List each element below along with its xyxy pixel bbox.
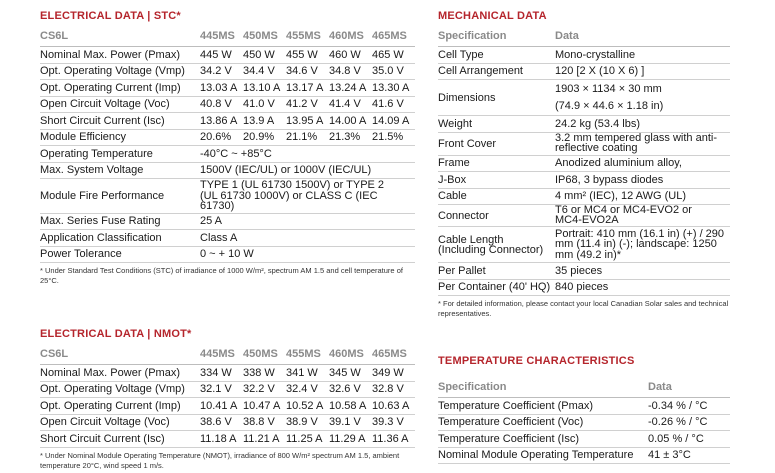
table-row <box>438 205 730 227</box>
cell-value: 25 A <box>200 213 415 230</box>
cell-value: -0.26 % / °C <box>648 414 730 431</box>
row-label: Nominal Max. Power (Pmax) <box>40 47 200 64</box>
stc-header-col: 450MS <box>243 29 286 47</box>
table-row <box>40 129 415 146</box>
row-label: Opt. Operating Current (Imp) <box>40 80 200 97</box>
temperature-section <box>438 354 730 464</box>
nmot-header-row <box>40 347 415 365</box>
table-row <box>438 263 730 280</box>
cell-value: 32.1 V <box>200 381 243 398</box>
table-row <box>438 80 730 116</box>
stc-header-col: 460MS <box>329 29 372 47</box>
table-row <box>438 398 730 415</box>
row-label: Cable Length (Including Connector) <box>438 227 555 263</box>
table-row <box>40 230 415 247</box>
row-label: Temperature Coefficient (Isc) <box>438 431 648 448</box>
row-label: Max. System Voltage <box>40 162 200 179</box>
nmot-header-model: CS6L <box>40 347 200 365</box>
cell-value: 41.6 V <box>372 96 415 113</box>
cell-value: 345 W <box>329 365 372 382</box>
row-label: Temperature Coefficient (Voc) <box>438 414 648 431</box>
cell-value: 840 pieces <box>555 279 730 296</box>
row-label: Cell Type <box>438 47 555 64</box>
mechanical-footnote: * For detailed information, please contact your local Canadian Solar sales and technical representatives. <box>438 299 729 318</box>
cell-value: 465 W <box>372 47 415 64</box>
cell-value: 13.10 A <box>243 80 286 97</box>
cell-value: 13.17 A <box>286 80 329 97</box>
temperature-title: TEMPERATURE CHARACTERISTICS <box>438 355 635 367</box>
cell-value: 34.6 V <box>286 63 329 80</box>
row-label: Module Fire Performance <box>40 179 200 214</box>
cell-value: 0 ~ + 10 W <box>200 246 415 263</box>
cell-value: 41.4 V <box>329 96 372 113</box>
cell-value: 14.00 A <box>329 113 372 130</box>
mechanical-section <box>438 9 730 319</box>
cell-value: IP68, 3 bypass diodes <box>555 172 730 189</box>
row-label: Power Tolerance <box>40 246 200 263</box>
temperature-table <box>438 380 730 464</box>
cell-value: 38.9 V <box>286 414 329 431</box>
row-label: Frame <box>438 155 555 172</box>
cell-value: 41 ± 3°C <box>648 447 730 464</box>
stc-header-model: CS6L <box>40 29 200 47</box>
cell-value: 13.9 A <box>243 113 286 130</box>
cell-value: 1500V (IEC/UL) or 1000V (IEC/UL) <box>200 162 415 179</box>
row-label: Nominal Max. Power (Pmax) <box>40 365 200 382</box>
stc-header-col: 445MS <box>200 29 243 47</box>
nmot-header-col: 465MS <box>372 347 415 365</box>
cell-value: 34.4 V <box>243 63 286 80</box>
nmot-footnote: * Under Nominal Module Operating Temperature (NMOT), irradiance of 800 W/m² spectrum AM 1.5, ambient temperature 20°C, wind speed 1 m/s. <box>40 450 400 470</box>
table-row <box>438 47 730 64</box>
cell-value: 11.21 A <box>243 431 286 448</box>
cell-value: 11.18 A <box>200 431 243 448</box>
row-label: Max. Series Fuse Rating <box>40 213 200 230</box>
cell-value: 21.1% <box>286 129 329 146</box>
cell-value: 39.3 V <box>372 414 415 431</box>
nmot-header-col: 460MS <box>329 347 372 365</box>
row-label: Short Circuit Current (Isc) <box>40 113 200 130</box>
cell-value: 24.2 kg (53.4 lbs) <box>555 116 730 133</box>
stc-header-row <box>40 29 415 47</box>
cell-value: 11.29 A <box>329 431 372 448</box>
cell-value: 445 W <box>200 47 243 64</box>
cell-value: Anodized aluminium alloy, <box>555 155 730 172</box>
table-row <box>438 414 730 431</box>
table-row <box>438 172 730 189</box>
row-label: Short Circuit Current (Isc) <box>40 431 200 448</box>
cell-value: 11.36 A <box>372 431 415 448</box>
cell-value: 334 W <box>200 365 243 382</box>
row-label: Front Cover <box>438 132 555 155</box>
table-row <box>40 80 415 97</box>
cell-value: 10.63 A <box>372 398 415 415</box>
cell-value: 35 pieces <box>555 263 730 280</box>
dimensions-metric: 1903 × 1134 × 30 mm <box>555 83 662 95</box>
cell-value: 10.58 A <box>329 398 372 415</box>
cell-value: 13.30 A <box>372 80 415 97</box>
cell-value: 13.24 A <box>329 80 372 97</box>
table-row <box>40 146 415 163</box>
cell-value: Mono-crystalline <box>555 47 730 64</box>
cell-value: -0.34 % / °C <box>648 398 730 415</box>
cell-value: 20.6% <box>200 129 243 146</box>
table-row <box>40 398 415 415</box>
cell-value: T6 or MC4 or MC4-EVO2 or MC4-EVO2A <box>555 205 730 227</box>
row-label: J-Box <box>438 172 555 189</box>
row-label: Weight <box>438 116 555 133</box>
cell-value: 40.8 V <box>200 96 243 113</box>
nmot-title: ELECTRICAL DATA | NMOT* <box>40 328 192 340</box>
temperature-header-spec: Specification <box>438 380 648 398</box>
table-row <box>40 179 415 214</box>
cell-value: 32.8 V <box>372 381 415 398</box>
cell-value: 21.3% <box>329 129 372 146</box>
cell-value: 13.95 A <box>286 113 329 130</box>
table-row <box>40 431 415 448</box>
table-row <box>438 447 730 464</box>
cell-value: 32.4 V <box>286 381 329 398</box>
cell-value: 450 W <box>243 47 286 64</box>
cell-value: 38.8 V <box>243 414 286 431</box>
table-row <box>40 162 415 179</box>
row-label: Operating Temperature <box>40 146 200 163</box>
cell-value: -40°C ~ +85°C <box>200 146 415 163</box>
cell-value: 4 mm² (IEC), 12 AWG (UL) <box>555 188 730 205</box>
mechanical-title: MECHANICAL DATA <box>438 10 547 22</box>
nmot-header-col: 450MS <box>243 347 286 365</box>
table-row <box>40 96 415 113</box>
dimensions-imperial: (74.9 × 44.6 × 1.18 in) <box>555 100 664 112</box>
row-label: Connector <box>438 205 555 227</box>
row-label: Module Efficiency <box>40 129 200 146</box>
cell-value: 10.41 A <box>200 398 243 415</box>
cell-value: 455 W <box>286 47 329 64</box>
stc-section <box>40 9 415 286</box>
mechanical-header-row <box>438 29 730 47</box>
cell-value: 349 W <box>372 365 415 382</box>
cell-value: 460 W <box>329 47 372 64</box>
table-row <box>40 47 415 64</box>
nmot-header-col: 455MS <box>286 347 329 365</box>
cell-value: 41.2 V <box>286 96 329 113</box>
table-row <box>438 227 730 263</box>
table-row <box>438 431 730 448</box>
cell-value: 32.6 V <box>329 381 372 398</box>
cell-value: 20.9% <box>243 129 286 146</box>
cell-value: 35.0 V <box>372 63 415 80</box>
row-label: Nominal Module Operating Temperature <box>438 447 648 464</box>
cell-value: Class A <box>200 230 415 247</box>
cell-value: 338 W <box>243 365 286 382</box>
row-label: Opt. Operating Voltage (Vmp) <box>40 63 200 80</box>
cell-value: 0.05 % / °C <box>648 431 730 448</box>
temperature-header-data: Data <box>648 380 730 398</box>
table-row <box>40 213 415 230</box>
cell-value: Portrait: 410 mm (16.1 in) (+) / 290 mm (11.4 in) (-); landscape: 1250 mm (49.2 in)* <box>555 227 730 263</box>
cell-value: 120 [2 X (10 X 6) ] <box>555 63 730 80</box>
stc-footnote: * Under Standard Test Conditions (STC) of irradiance of 1000 W/m², spectrum AM 1.5 and cell temperature of 25°C. <box>40 266 403 285</box>
row-label: Application Classification <box>40 230 200 247</box>
row-label: Cable <box>438 188 555 205</box>
table-row <box>40 381 415 398</box>
table-row <box>438 63 730 80</box>
cell-value: 34.8 V <box>329 63 372 80</box>
cell-value: 13.03 A <box>200 80 243 97</box>
cell-value: 39.1 V <box>329 414 372 431</box>
table-row <box>40 365 415 382</box>
cell-value: 41.0 V <box>243 96 286 113</box>
cell-value: 13.86 A <box>200 113 243 130</box>
cell-value <box>555 80 730 116</box>
stc-table <box>40 29 415 263</box>
cell-value: 14.09 A <box>372 113 415 130</box>
cell-value: 21.5% <box>372 129 415 146</box>
row-label: Opt. Operating Current (Imp) <box>40 398 200 415</box>
table-row <box>40 63 415 80</box>
row-label: Per Pallet <box>438 263 555 280</box>
row-label: Cell Arrangement <box>438 63 555 80</box>
cell-value: 34.2 V <box>200 63 243 80</box>
nmot-table <box>40 347 415 448</box>
row-label: Temperature Coefficient (Pmax) <box>438 398 648 415</box>
cell-value: TYPE 1 (UL 61730 1500V) or TYPE 2 (UL 61730 1000V) or CLASS C (IEC 61730) <box>200 179 415 214</box>
temperature-header-row <box>438 380 730 398</box>
mechanical-header-spec: Specification <box>438 29 555 47</box>
table-row <box>438 188 730 205</box>
table-row <box>40 113 415 130</box>
nmot-section <box>40 327 415 471</box>
mechanical-header-data: Data <box>555 29 730 47</box>
table-row <box>438 279 730 296</box>
table-row <box>40 246 415 263</box>
cell-value: 341 W <box>286 365 329 382</box>
nmot-header-col: 445MS <box>200 347 243 365</box>
table-row <box>438 132 730 155</box>
table-row <box>438 155 730 172</box>
cell-value: 10.47 A <box>243 398 286 415</box>
stc-header-col: 455MS <box>286 29 329 47</box>
table-row <box>438 116 730 133</box>
cell-value: 38.6 V <box>200 414 243 431</box>
stc-header-col: 465MS <box>372 29 415 47</box>
table-row <box>40 414 415 431</box>
row-label: Opt. Operating Voltage (Vmp) <box>40 381 200 398</box>
cell-value: 11.25 A <box>286 431 329 448</box>
cell-value: 3.2 mm tempered glass with anti-reflective coating <box>555 132 730 155</box>
mechanical-table <box>438 29 730 296</box>
cell-value: 32.2 V <box>243 381 286 398</box>
stc-title: ELECTRICAL DATA | STC* <box>40 10 181 22</box>
row-label: Per Container (40' HQ) <box>438 279 555 296</box>
row-label: Dimensions <box>438 80 555 116</box>
row-label: Open Circuit Voltage (Voc) <box>40 96 200 113</box>
cell-value: 10.52 A <box>286 398 329 415</box>
row-label: Open Circuit Voltage (Voc) <box>40 414 200 431</box>
